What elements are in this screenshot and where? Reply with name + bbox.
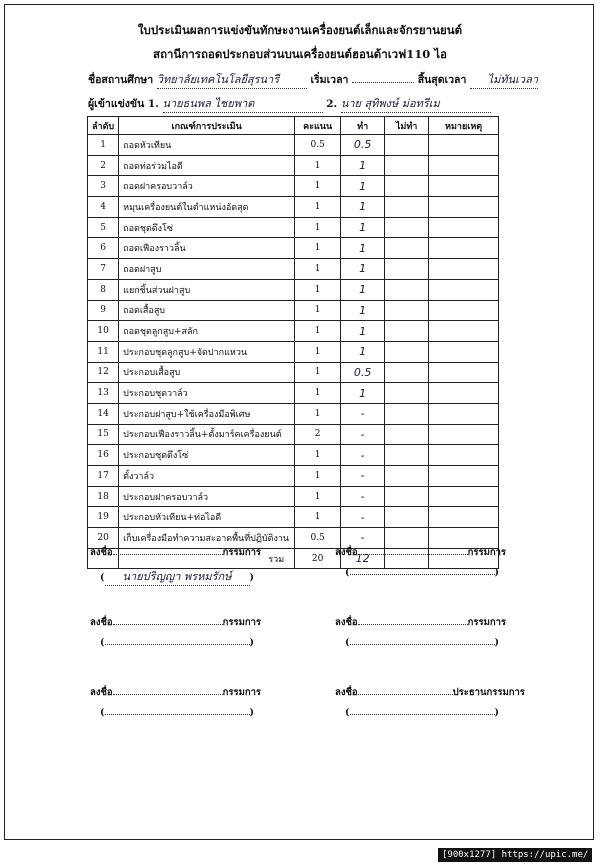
row-criteria: ประกอบเฟืองราวลิ้น+ตั้งมาร์คเครื่องยนต์ — [119, 424, 295, 445]
printed-name-field — [105, 714, 250, 715]
table-header-row — [88, 117, 499, 135]
sign-label: ลงชื่อ — [90, 547, 113, 558]
row-number: 15 — [88, 424, 119, 445]
table-row — [88, 486, 499, 507]
sign-label: ลงชื่อ — [335, 617, 358, 628]
row-score: 1 — [295, 300, 341, 321]
printed-name-field — [350, 574, 495, 575]
row-score: 1 — [295, 362, 341, 383]
signature-line-6 — [335, 685, 525, 700]
row-done: 1 — [341, 341, 385, 362]
competitor1-name: นายธนพล ไชยพาด — [162, 97, 255, 110]
row-score: 1 — [295, 155, 341, 176]
row-not-done — [385, 135, 429, 156]
printed-name-field — [105, 644, 250, 645]
school-field — [157, 70, 307, 89]
row-remark — [429, 321, 499, 342]
row-remark — [429, 486, 499, 507]
row-done: 1 — [341, 383, 385, 404]
row-number: 14 — [88, 403, 119, 424]
row-remark — [429, 403, 499, 424]
row-done: 1 — [341, 197, 385, 218]
row-remark — [429, 155, 499, 176]
row-number: 6 — [88, 238, 119, 259]
row-criteria: ประกอบเสื้อสูบ — [119, 362, 295, 383]
row-criteria: เก็บเครื่องมือทำความสะอาดพื้นที่ปฏิบัติงาน — [119, 528, 295, 549]
row-score: 1 — [295, 507, 341, 528]
printed-name-line-6 — [345, 707, 499, 718]
row-score: 1 — [295, 197, 341, 218]
row-remark — [429, 341, 499, 362]
sign-label: ลงชื่อ — [335, 547, 358, 558]
row-number: 5 — [88, 217, 119, 238]
row-not-done — [385, 217, 429, 238]
row-not-done — [385, 197, 429, 218]
col-remark: หมายเหตุ — [429, 117, 499, 135]
row-done: - — [341, 486, 385, 507]
row-remark — [429, 383, 499, 404]
row-done: 1 — [341, 279, 385, 300]
row-criteria: ถอดชุดลูกสูบ+สลัก — [119, 321, 295, 342]
row-criteria: แยกชิ้นส่วนฝาสูบ — [119, 279, 295, 300]
row-not-done — [385, 383, 429, 404]
printed-name-field — [105, 567, 250, 586]
start-time-label: เริ่มเวลา — [310, 74, 349, 86]
row-criteria: ประกอบชุดวาล์ว — [119, 383, 295, 404]
row-remark — [429, 466, 499, 487]
row-score: 1 — [295, 341, 341, 362]
paren-open: ( — [345, 567, 350, 578]
role-label: ประธานกรรมการ — [452, 687, 525, 698]
row-criteria: ประกอบชุดลูกสูบ+จัดปากแหวน — [119, 341, 295, 362]
paren-close: ) — [494, 707, 499, 718]
paren-open: ( — [345, 637, 350, 648]
school-value: วิทยาลัยเทคโนโลยีสุรนารี — [156, 73, 280, 86]
row-number: 2 — [88, 155, 119, 176]
row-criteria: ประกอบชุดดึงโซ่ — [119, 445, 295, 466]
competitor2-field — [341, 94, 491, 113]
signature-field — [358, 554, 468, 555]
row-score: 1 — [295, 321, 341, 342]
row-number: 16 — [88, 445, 119, 466]
paren-close: ) — [494, 637, 499, 648]
row-not-done — [385, 300, 429, 321]
row-remark — [429, 362, 499, 383]
competitor-label: ผู้เข้าแข่งขัน — [88, 98, 145, 110]
row-remark — [429, 424, 499, 445]
row-remark — [429, 300, 499, 321]
row-criteria: ตั้งวาล์ว — [119, 466, 295, 487]
row-not-done — [385, 321, 429, 342]
row-not-done — [385, 238, 429, 259]
row-criteria: ถอดเสื้อสูบ — [119, 300, 295, 321]
printed-name-field — [350, 714, 495, 715]
signature-field — [113, 554, 223, 555]
competitor1-number: 1. — [147, 98, 159, 110]
col-no: ลำดับ — [88, 117, 119, 135]
signature-field — [358, 694, 453, 695]
table-row — [88, 466, 499, 487]
table-row — [88, 155, 499, 176]
role-label: กรรมการ — [222, 617, 262, 628]
row-number: 19 — [88, 507, 119, 528]
printed-name-field — [350, 644, 495, 645]
row-not-done — [385, 486, 429, 507]
row-score: 1 — [295, 279, 341, 300]
role-label: กรรมการ — [467, 617, 507, 628]
row-number: 17 — [88, 466, 119, 487]
signature-line-3 — [90, 615, 261, 630]
row-score: 1 — [295, 445, 341, 466]
paren-close: ) — [249, 572, 254, 583]
row-score: 1 — [295, 259, 341, 280]
col-criteria: เกณฑ์การประเมิน — [119, 117, 295, 135]
row-criteria: ประกอบฝาสูบ+ใช้เครื่องมือพิเศษ — [119, 403, 295, 424]
col-done: ทำ — [341, 117, 385, 135]
row-score: 2 — [295, 424, 341, 445]
row-remark — [429, 507, 499, 528]
table-row — [88, 135, 499, 156]
row-done: 1 — [341, 238, 385, 259]
signature-line-5 — [90, 685, 261, 700]
paren-close: ) — [249, 637, 254, 648]
printed-name-line-3 — [100, 637, 254, 648]
row-done: 1 — [341, 217, 385, 238]
paren-close: ) — [494, 567, 499, 578]
row-not-done — [385, 466, 429, 487]
row-number: 4 — [88, 197, 119, 218]
printed-name-line-1 — [100, 567, 254, 586]
total-score: 20 — [295, 548, 341, 569]
sign-label: ลงชื่อ — [90, 617, 113, 628]
paren-open: ( — [100, 637, 105, 648]
paren-open: ( — [100, 707, 105, 718]
row-score: 1 — [295, 466, 341, 487]
row-score: 1 — [295, 217, 341, 238]
row-not-done — [385, 279, 429, 300]
table-row — [88, 321, 499, 342]
role-label: กรรมการ — [467, 547, 507, 558]
row-score: 0.5 — [295, 135, 341, 156]
signature-field — [113, 694, 223, 695]
table-row — [88, 507, 499, 528]
row-number: 20 — [88, 528, 119, 549]
table-row — [88, 300, 499, 321]
row-remark — [429, 238, 499, 259]
row-remark — [429, 279, 499, 300]
table-row — [88, 424, 499, 445]
competitor-row — [88, 94, 491, 113]
row-score: 1 — [295, 238, 341, 259]
row-remark — [429, 259, 499, 280]
printed-name-line-2 — [345, 567, 499, 578]
row-done: 1 — [341, 176, 385, 197]
table-row — [88, 176, 499, 197]
paren-close: ) — [249, 707, 254, 718]
row-number: 11 — [88, 341, 119, 362]
row-done: - — [341, 528, 385, 549]
school-row — [88, 70, 538, 89]
row-not-done — [385, 341, 429, 362]
competitor1-field — [163, 94, 323, 113]
row-number: 1 — [88, 135, 119, 156]
row-remark — [429, 135, 499, 156]
row-not-done — [385, 424, 429, 445]
row-criteria: ถอดเฟืองราวลิ้น — [119, 238, 295, 259]
table-row — [88, 445, 499, 466]
row-done: - — [341, 403, 385, 424]
signature-field — [113, 624, 223, 625]
table-row — [88, 341, 499, 362]
sign-label: ลงชื่อ — [335, 687, 358, 698]
evaluation-table — [87, 116, 499, 569]
row-not-done — [385, 507, 429, 528]
form-title: ใบประเมินผลการแข่งขันทักษะงานเครื่องยนต์เล็กและจักรยานยนต์ — [137, 23, 463, 37]
row-done: 0.5 — [341, 135, 385, 156]
row-not-done — [385, 155, 429, 176]
table-row — [88, 362, 499, 383]
row-number: 7 — [88, 259, 119, 280]
row-criteria: ถอดฝาครอบวาล์ว — [119, 176, 295, 197]
row-criteria: ถอดหัวเทียน — [119, 135, 295, 156]
col-not-done: ไม่ทำ — [385, 117, 429, 135]
paren-open: ( — [100, 572, 105, 583]
row-not-done — [385, 362, 429, 383]
row-remark — [429, 197, 499, 218]
signature-line-2 — [335, 545, 506, 560]
row-number: 8 — [88, 279, 119, 300]
row-number: 12 — [88, 362, 119, 383]
row-done: 1 — [341, 259, 385, 280]
signature-line-1 — [90, 545, 261, 560]
end-time-field — [470, 70, 538, 89]
row-criteria: หมุนเครื่องยนต์ในตำแหน่งอัดสุด — [119, 197, 295, 218]
competitor2-number: 2. — [326, 98, 338, 110]
row-score: 1 — [295, 486, 341, 507]
row-done: 1 — [341, 321, 385, 342]
row-criteria: ถอดฝาสูบ — [119, 259, 295, 280]
role-label: กรรมการ — [222, 547, 262, 558]
total-label: รวม — [119, 548, 295, 569]
printed-name-line-5 — [100, 707, 254, 718]
sign-label: ลงชื่อ — [90, 687, 113, 698]
row-number: 18 — [88, 486, 119, 507]
row-number: 10 — [88, 321, 119, 342]
table-row — [88, 383, 499, 404]
total-done: 12 — [341, 548, 385, 569]
row-remark — [429, 176, 499, 197]
table-row — [88, 259, 499, 280]
row-score: 1 — [295, 403, 341, 424]
signature-field — [358, 624, 468, 625]
form-subtitle: สถานีการถอดประกอบส่วนบนเครื่องยนต์ฮอนด้าเวฟ110 ไอ — [153, 47, 447, 61]
row-not-done — [385, 403, 429, 424]
table-row — [88, 217, 499, 238]
row-not-done — [385, 445, 429, 466]
start-time-field — [352, 82, 414, 83]
col-score: คะแนน — [295, 117, 341, 135]
row-score: 0.5 — [295, 528, 341, 549]
printed-name-line-4 — [345, 637, 499, 648]
image-watermark: [900x1277] https://upic.me/ — [438, 848, 592, 862]
row-done: - — [341, 445, 385, 466]
row-done: - — [341, 507, 385, 528]
row-not-done — [385, 259, 429, 280]
table-row — [88, 279, 499, 300]
row-done: - — [341, 424, 385, 445]
row-criteria: ถอดท่อร่วมไอดี — [119, 155, 295, 176]
printed-name: นายปริญญา พรหมรักษ์ — [122, 570, 232, 583]
row-not-done — [385, 176, 429, 197]
row-done: 1 — [341, 300, 385, 321]
row-criteria: ถอดชุดดึงโซ่ — [119, 217, 295, 238]
row-done: - — [341, 466, 385, 487]
end-time-value: ไม่ทันเวลา — [487, 73, 539, 86]
row-score: 1 — [295, 176, 341, 197]
row-done: 1 — [341, 155, 385, 176]
row-criteria: ประกอบฝาครอบวาล์ว — [119, 486, 295, 507]
school-label: ชื่อสถานศึกษา — [88, 74, 154, 86]
table-row — [88, 403, 499, 424]
row-remark — [429, 217, 499, 238]
competitor2-name: นาย สุทิพงษ์ ม่อทรีเม — [340, 97, 440, 110]
row-number: 3 — [88, 176, 119, 197]
role-label: กรรมการ — [222, 687, 262, 698]
row-number: 9 — [88, 300, 119, 321]
end-time-label: สิ้นสุดเวลา — [417, 74, 467, 86]
row-number: 13 — [88, 383, 119, 404]
row-done: 0.5 — [341, 362, 385, 383]
row-remark — [429, 445, 499, 466]
row-score: 1 — [295, 383, 341, 404]
signature-line-4 — [335, 615, 506, 630]
table-row — [88, 197, 499, 218]
paren-open: ( — [345, 707, 350, 718]
row-criteria: ประกอบหัวเทียน+ท่อไอดี — [119, 507, 295, 528]
table-row — [88, 238, 499, 259]
